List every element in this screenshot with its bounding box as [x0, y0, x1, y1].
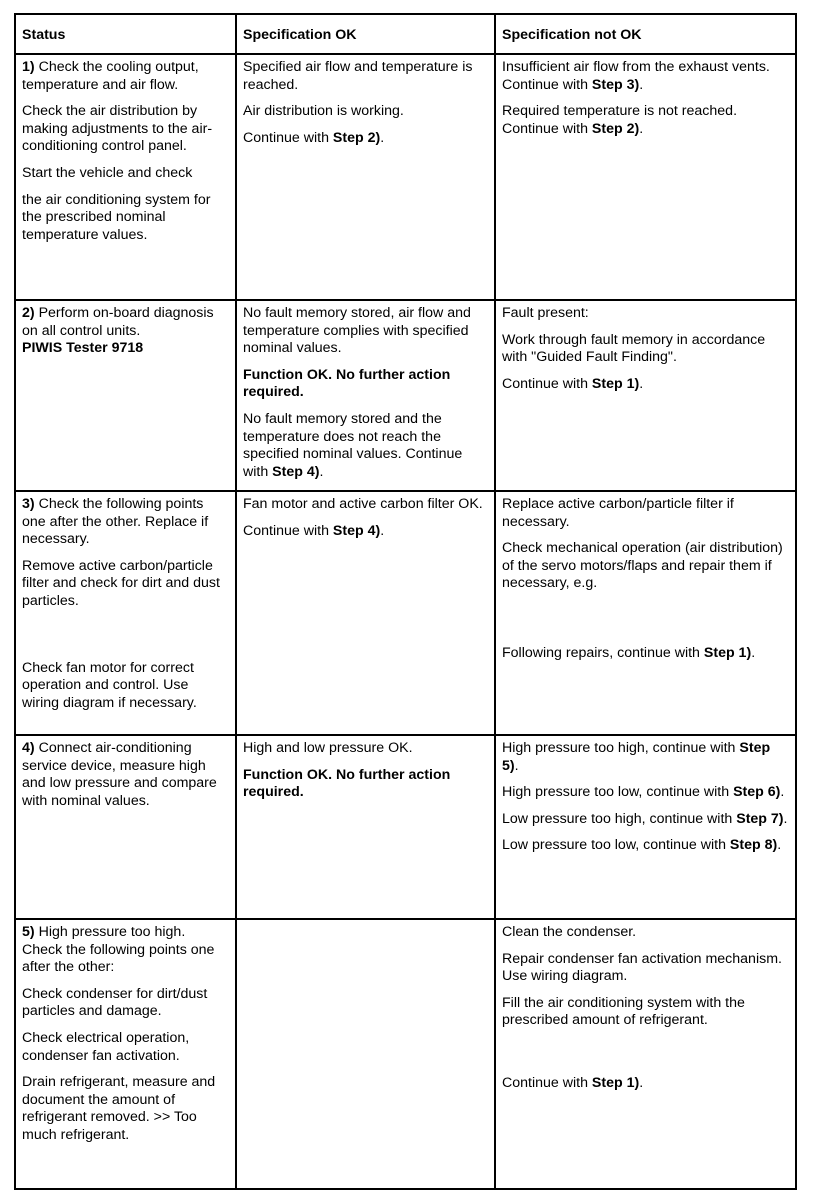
header-spec-ok: Specification OK [236, 14, 495, 54]
step-number: 5) [22, 924, 35, 940]
step-reference: Step 1) [703, 644, 752, 661]
step-reference: Step 1) [591, 1074, 640, 1091]
step-reference: Step 3) [591, 76, 640, 93]
step-number: 2) [22, 305, 35, 321]
table-row [15, 54, 796, 300]
step-reference: Step 2) [591, 120, 640, 137]
step-reference: Step 4) [272, 463, 320, 480]
spec-ok-cell [236, 919, 495, 1189]
header-row [15, 14, 796, 54]
status-cell: 2) Perform on-board diagnosis on all control units. PIWIS Tester 9718 [15, 300, 236, 491]
spec-ok-cell: Fan motor and active carbon filter OK. Continue with Step 4). [236, 491, 495, 735]
spec-ok-cell: High and low pressure OK. Function OK. No further action required. [236, 735, 495, 919]
spec-ok-cell: Specified air flow and temperature is reached. Air distribution is working. Continue with Step 2). [236, 54, 495, 300]
step-reference: Step 5) [502, 740, 771, 774]
spec-not-ok-cell: Clean the condenser. Repair condenser fan activation mechanism. Use wiring diagram. Fill the air conditioning system with the prescribed amount of refrigerant. Continue with Step 1). [495, 919, 796, 1189]
table-row [15, 300, 796, 491]
diagnosis-table [14, 13, 797, 1190]
step-reference: Step 7) [736, 810, 784, 827]
table-row [15, 491, 796, 735]
status-cell: 5) High pressure too high. Check the following points one after the other: Check condenser for dirt/dust particles and damage. Check electrical operation, condenser fan activation. Drain refrigerant, measure and document the amount of refrigerant removed. >> Too much refrigerant. [15, 919, 236, 1189]
step-number: 3) [22, 496, 35, 512]
step-reference: Step 1) [591, 375, 640, 392]
header-spec-not-ok: Specification not OK [495, 14, 796, 54]
tool-name: PIWIS Tester 9718 [22, 340, 144, 357]
header-status: Status [15, 14, 236, 54]
step-reference: Step 4) [332, 522, 381, 539]
step-number: 1) [22, 59, 35, 75]
table-row [15, 919, 796, 1189]
step-reference: Step 8) [729, 837, 778, 854]
status-cell: 4) Connect air-conditioning service device, measure high and low pressure and compare with nominal values. [15, 735, 236, 919]
step-reference: Step 2) [332, 129, 381, 146]
spec-not-ok-cell: Replace active carbon/particle filter if necessary. Check mechanical operation (air distribution) of the servo motors/flaps and repair them if necessary, e.g. Following repairs, continue with Step 1). [495, 491, 796, 735]
step-reference: Step 6) [733, 784, 781, 801]
spec-ok-cell: No fault memory stored, air flow and temperature complies with specified nominal values. Function OK. No further action required. No fault memory stored and the temperature does not reach the specified nominal values. Continue with Step 4). [236, 300, 495, 491]
step-number: 4) [22, 740, 35, 756]
status-cell: 3) Check the following points one after the other. Replace if necessary. Remove active carbon/particle filter and check for dirt and dust particles. Check fan motor for correct operation and control. Use wiring diagram if necessary. [15, 491, 236, 735]
table-row [15, 735, 796, 919]
spec-not-ok-cell: Fault present: Work through fault memory in accordance with "Guided Fault Finding". Continue with Step 1). [495, 300, 796, 491]
spec-not-ok-cell: Insufficient air flow from the exhaust vents. Continue with Step 3). Required temperature is not reached. Continue with Step 2). [495, 54, 796, 300]
status-cell: 1) Check the cooling output, temperature and air flow. Check the air distribution by making adjustments to the air-conditioning control panel. Start the vehicle and check the air conditioning system for the prescribed nominal temperature values. [15, 54, 236, 300]
spec-not-ok-cell: High pressure too high, continue with Step 5). High pressure too low, continue with Step 6). Low pressure too high, continue with Step 7). Low pressure too low, continue with Step 8). [495, 735, 796, 919]
